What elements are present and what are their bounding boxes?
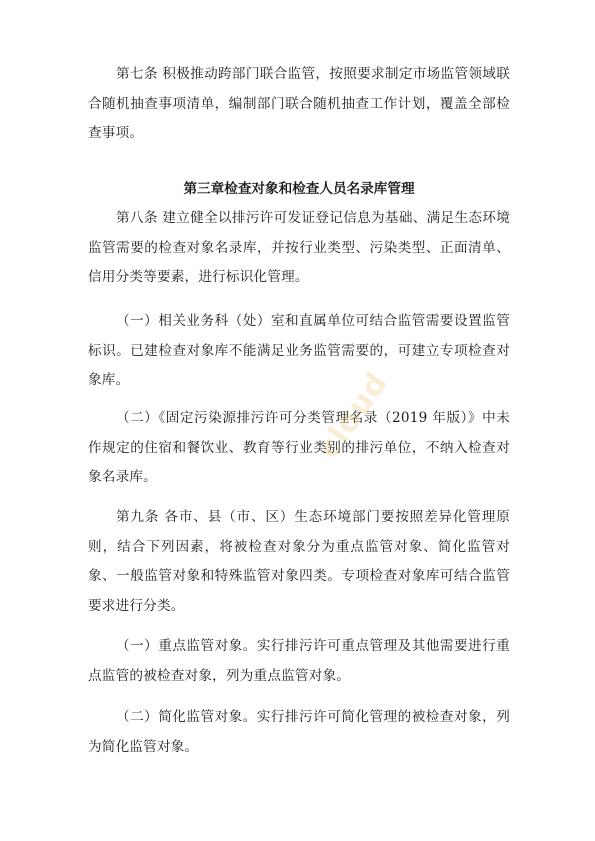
article-8: 第八条 建立健全以排污许可发证登记信息为基础、满足生态环境监管需要的检查对象名录库，并按行业类型、污染类型、正面清单、信用分类等要素，进行标识化管理。	[88, 210, 510, 285]
article-7: 第七条 积极推动跨部门联合监管，按照要求制定市场监管领域联合随机抽查事项清单，编制部门联合随机抽查工作计划，覆盖全部检查事项。	[88, 66, 510, 141]
article-9: 第九条 各市、县（市、区）生态环境部门要按照差异化管理原则，结合下列因素，将被检查对象分为重点监管对象、简化监管对象、一般监管对象和特殊监管对象四类。专项检查对象库可结合监管要求进行分类。	[88, 509, 510, 614]
chapter-3-title: 第三章检查对象和检查人员名录库管理	[183, 181, 415, 197]
article-9-item-2: （二）简化监管对象。实行排污许可简化管理的被检查对象，列为简化监管对象。	[88, 709, 510, 755]
watermark-logo: cloud	[311, 365, 396, 466]
article-8-item-2: （二）《固定污染源排污许可分类管理名录（2019 年版）》中未作规定的住宿和餐饮业、教育等行业类别的排污单位，不纳入检查对象名录库。	[88, 410, 510, 485]
article-9-item-1: （一）重点监管对象。实行排污许可重点管理及其他需要进行重点监管的被检查对象，列为重点监管对象。	[88, 638, 510, 684]
article-8-item-1: （一）相关业务科（处）室和直属单位可结合监管需要设置监管标识。已建检查对象库不能满足业务监管需要的，可建立专项检查对象库。	[88, 313, 510, 388]
